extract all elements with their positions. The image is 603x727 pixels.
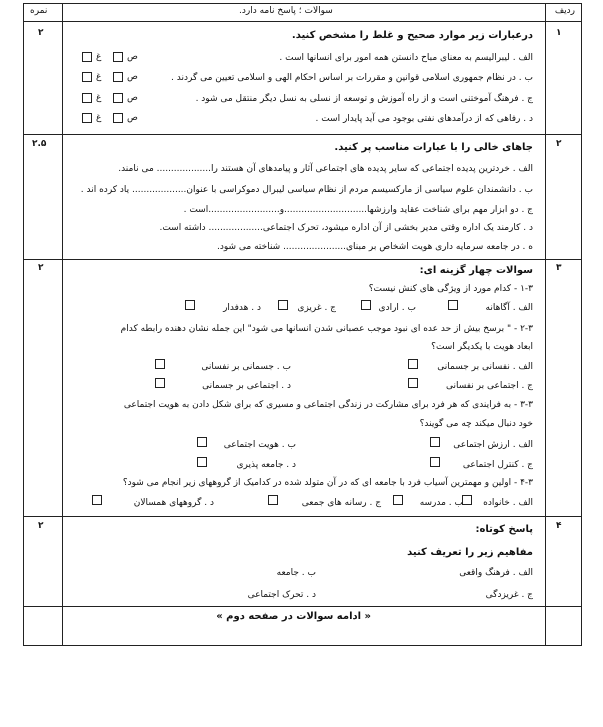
header-questions-col: سوالات ؛ پاسخ نامه دارد. bbox=[239, 6, 333, 16]
q3-4-option: د . گروههای همسالان bbox=[133, 498, 214, 508]
q3-3-option: ج . کنترل اجتماعی bbox=[462, 460, 533, 470]
q3-title: سوالات چهار گزینه ای: bbox=[419, 265, 533, 276]
q3-1-option: ج . غریزی bbox=[297, 303, 336, 313]
false-label: غ bbox=[96, 52, 102, 62]
q1-item: د . رفاهی که از درآمدهای نفتی بوجود می آید پایدار است . bbox=[315, 114, 533, 124]
true-checkbox[interactable] bbox=[113, 52, 123, 62]
option-checkbox[interactable] bbox=[268, 495, 278, 505]
q3-4-option: ج . رسانه های جمعی bbox=[301, 498, 381, 508]
q3-2-stem-cont: ابعاد هویت با یکدیگر است؟ bbox=[431, 342, 533, 352]
option-checkbox[interactable] bbox=[430, 457, 440, 467]
option-checkbox[interactable] bbox=[393, 495, 403, 505]
false-checkbox[interactable] bbox=[82, 52, 92, 62]
exam-sheet bbox=[23, 3, 582, 646]
q3-3-option: د . جامعه پذیری bbox=[236, 460, 296, 470]
false-checkbox[interactable] bbox=[82, 72, 92, 82]
q4-item: د . تحرک اجتماعی bbox=[247, 590, 316, 600]
q3-number: ۳ bbox=[556, 263, 562, 273]
option-checkbox[interactable] bbox=[92, 495, 102, 505]
false-label: غ bbox=[96, 113, 102, 123]
option-checkbox[interactable] bbox=[197, 457, 207, 467]
q3-3-stem-cont: خود دنبال میکند چه می گویند؟ bbox=[419, 419, 533, 429]
true-checkbox[interactable] bbox=[113, 72, 123, 82]
option-checkbox[interactable] bbox=[155, 378, 165, 388]
q4-score: ۲ bbox=[38, 521, 44, 531]
q1-item: الف . لیبرالیسم به معنای مباح دانستن همه امور برای انسانها است . bbox=[279, 53, 533, 63]
header-row-col: ردیف bbox=[554, 6, 575, 16]
q2-item: ه . در جامعه سرمایه داری هویت اشخاص بر مبنای...................... شناخته می شود. bbox=[217, 242, 533, 252]
option-checkbox[interactable] bbox=[197, 437, 207, 447]
footer-note: « ادامه سوالات در صفحه دوم » bbox=[216, 611, 371, 622]
option-checkbox[interactable] bbox=[278, 300, 288, 310]
q4-item: ب . جامعه bbox=[276, 568, 316, 578]
option-checkbox[interactable] bbox=[155, 359, 165, 369]
q4-title: پاسخ کوتاه: bbox=[475, 524, 533, 535]
false-checkbox[interactable] bbox=[82, 113, 92, 123]
q4-subtitle: مفاهیم زیر را تعریف کنید bbox=[407, 547, 533, 558]
q4-number: ۴ bbox=[556, 521, 562, 531]
true-label: ص bbox=[127, 93, 138, 103]
q1-item: ج . فرهنگ آموختنی است و از راه آموزش و توسعه از نسلی به نسل دیگر منتقل می شود . bbox=[195, 94, 533, 104]
q3-2-stem: ۲-۳ - " برسخ بیش از حد عده ای نبود موجب عصبانی شدن انسانها می شود" این جمله نشان دهنده رابطه کدام bbox=[120, 324, 533, 334]
true-label: ص bbox=[127, 113, 138, 123]
table-header bbox=[24, 4, 581, 22]
q1-score: ۲ bbox=[38, 28, 44, 38]
q4-item: الف . فرهنگ واقعی bbox=[459, 568, 533, 578]
true-checkbox[interactable] bbox=[113, 113, 123, 123]
q3-4-option: الف . خانواده bbox=[483, 498, 533, 508]
false-label: غ bbox=[96, 93, 102, 103]
q1-number: ۱ bbox=[556, 28, 562, 38]
true-checkbox[interactable] bbox=[113, 93, 123, 103]
q2-item: الف . خردترین پدیده اجتماعی که سایر پدیده های اجتماعی آثار و پیامدهای آن هستند را................... می نامند. bbox=[118, 164, 533, 174]
q3-3-option: الف . ارزش اجتماعی bbox=[453, 440, 533, 450]
false-checkbox[interactable] bbox=[82, 93, 92, 103]
q3-2-option: ج . اجتماعی بر نفسانی bbox=[445, 381, 533, 391]
q3-4-stem: ۴-۳ - اولین و مهمترین آسیاب فرد با جامعه ای که در آن متولد شده در کدامیک از گروههای زیر انجام می شود؟ bbox=[122, 478, 533, 488]
q4-item: ج . غریزدگی bbox=[485, 590, 533, 600]
option-checkbox[interactable] bbox=[185, 300, 195, 310]
option-checkbox[interactable] bbox=[430, 437, 440, 447]
q1-title: درعبارات زیر موارد صحیح و غلط را مشخص کنید. bbox=[291, 30, 533, 41]
q2-item: د . کارمند یک اداره وقتی مدیر بخشی از آن اداره میشود، تحرک اجتماعی................... داشته است. bbox=[159, 223, 533, 233]
q3-1-option: د . هدفدار bbox=[223, 303, 261, 313]
q3-1-stem: ۱-۳ - کدام مورد از ویژگی های کنش نیست؟ bbox=[368, 284, 533, 294]
option-checkbox[interactable] bbox=[462, 495, 472, 505]
q2-title: جاهای خالی را با عبارات مناسب پر کنید. bbox=[334, 142, 533, 153]
q3-1-option: ب . ارادی bbox=[378, 303, 416, 313]
q3-2-option: ب . جسمانی بر نفسانی bbox=[201, 362, 291, 372]
true-label: ص bbox=[127, 72, 138, 82]
q3-score: ۲ bbox=[38, 263, 44, 273]
option-checkbox[interactable] bbox=[408, 378, 418, 388]
q2-score: ۲.۵ bbox=[32, 139, 47, 149]
q3-1-option: الف . آگاهانه bbox=[485, 303, 533, 313]
q2-number: ۲ bbox=[556, 139, 562, 149]
true-label: ص bbox=[127, 52, 138, 62]
option-checkbox[interactable] bbox=[361, 300, 371, 310]
header-score-col: نمره bbox=[30, 6, 48, 16]
q3-3-stem: ۳-۳ - به فرایندی که هر فرد برای مشارکت در زندگی اجتماعی و مسیری که برای شکل دادن به هویت اجتماعی bbox=[123, 400, 533, 410]
q2-item: ب . دانشمندان علوم سیاسی از مارکسیسم مردم از نظام سیاسی لیبرال دموکراسی با عنوان................... یاد کرده اند . bbox=[80, 185, 533, 195]
q1-item: ب . در نظام جمهوری اسلامی قوانین و مقررات بر اساس احکام الهی و اسلامی تعیین می گردند . bbox=[171, 73, 533, 83]
false-label: غ bbox=[96, 72, 102, 82]
option-checkbox[interactable] bbox=[408, 359, 418, 369]
q3-3-option: ب . هویت اجتماعی bbox=[223, 440, 296, 450]
q2-item: ج . دو ابزار مهم برای شناخت عقاید وارزشها.............................و.........................است . bbox=[183, 205, 533, 215]
q3-2-option: د . اجتماعی بر جسمانی bbox=[202, 381, 291, 391]
q3-4-option: ب . مدرسه bbox=[419, 498, 463, 508]
q3-2-option: الف . نفسانی بر جسمانی bbox=[437, 362, 533, 372]
option-checkbox[interactable] bbox=[448, 300, 458, 310]
